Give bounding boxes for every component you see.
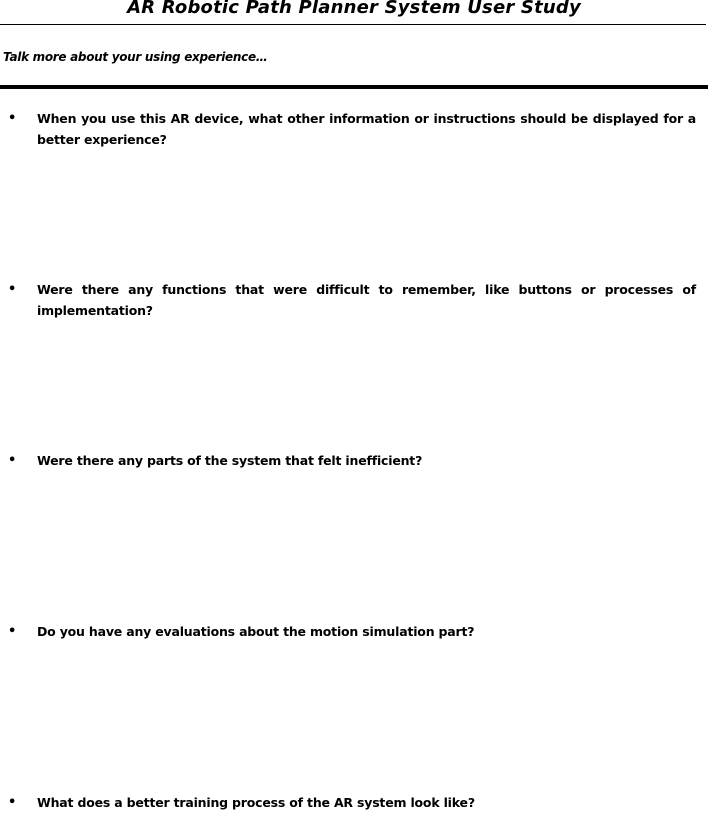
bullet-icon: •	[8, 282, 17, 297]
question-text: Were there any functions that were difficult to remember, like buttons or processes of implementation?	[37, 282, 696, 318]
bullet-icon: •	[8, 111, 17, 126]
question-text: What does a better training process of the AR system look like?	[37, 795, 475, 810]
question-text: Do you have any evaluations about the motion simulation part?	[37, 624, 475, 639]
question-text: Were there any parts of the system that felt inefficient?	[37, 453, 423, 468]
bullet-icon: •	[8, 624, 17, 639]
title-divider	[0, 24, 706, 25]
page-title: AR Robotic Path Planner System User Study	[127, 0, 581, 18]
section-divider	[0, 85, 708, 89]
bullet-icon: •	[8, 453, 17, 468]
section-subtitle: Talk more about your using experience…	[3, 50, 268, 64]
bullet-icon: •	[8, 795, 17, 810]
question-text: When you use this AR device, what other information or instructions should be displayed for a better experience?	[37, 111, 696, 147]
